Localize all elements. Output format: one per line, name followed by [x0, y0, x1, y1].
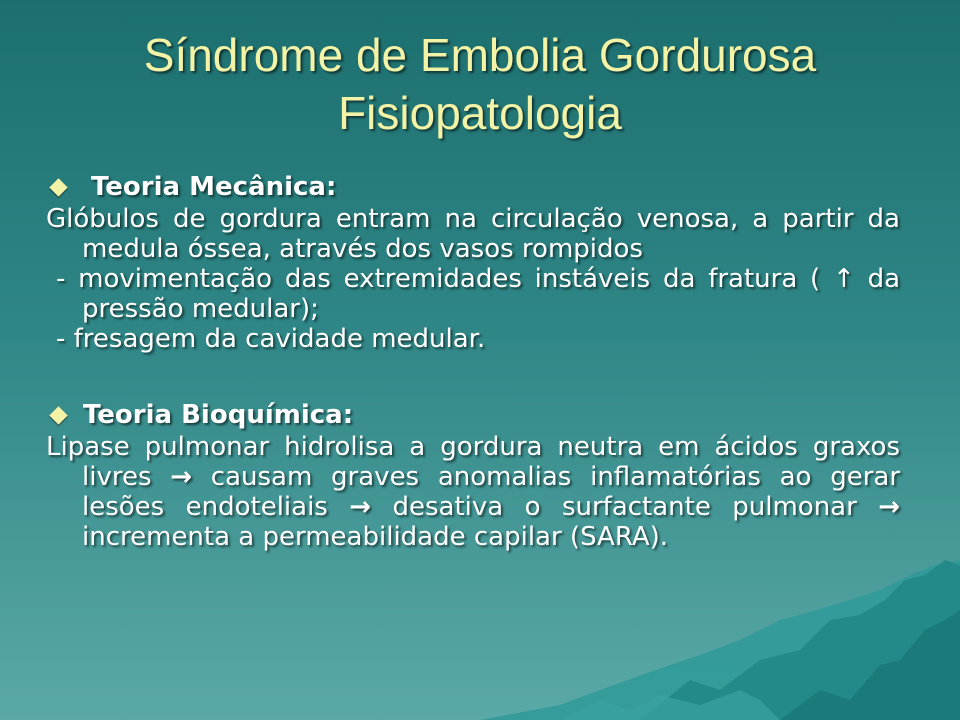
heading-biochemical-theory [46, 398, 900, 432]
heading-text: Teoria Mecânica: [91, 172, 337, 202]
bio-text-3: desativa o surfactante pulmonar [392, 492, 857, 522]
sub-text-a: - movimentação das extremidades instáveis da fratura ( [56, 264, 821, 294]
slide-title [40, 26, 920, 142]
heading-text: Teoria Bioquímica: [83, 400, 354, 430]
sub-item-reaming: - fresagem da cavidade medular. [56, 324, 486, 354]
bio-text-2: causam graves anomalias inflamatórias ao gerar lesões endoteliais [82, 462, 901, 522]
sub-item-movement [46, 264, 900, 324]
right-arrow-icon: → [349, 492, 372, 522]
heading-mechanical-theory [46, 170, 900, 204]
sub-text-b: da pressão medular); [82, 264, 901, 324]
diamond-bullet-icon [49, 406, 67, 424]
up-arrow-icon: ↑ [833, 264, 855, 294]
diamond-bullet-icon [49, 178, 67, 196]
right-arrow-icon: → [170, 462, 193, 492]
bio-text-1: Lipase pulmonar hidrolisa a gordura neutra em ácidos graxos livres [46, 432, 900, 492]
slide-content [46, 170, 900, 552]
biochemical-paragraph [46, 432, 900, 552]
title-line-2: Fisiopatologia [338, 87, 622, 139]
bio-text-4: incrementa a permeabilidade capilar (SARA). [82, 522, 669, 552]
mechanical-paragraph: Glóbulos de gordura entram na circulação venosa, a partir da medula óssea, através dos vasos rompidos [46, 204, 900, 264]
title-line-1: Síndrome de Embolia Gordurosa [143, 29, 817, 81]
right-arrow-icon: → [878, 492, 901, 522]
